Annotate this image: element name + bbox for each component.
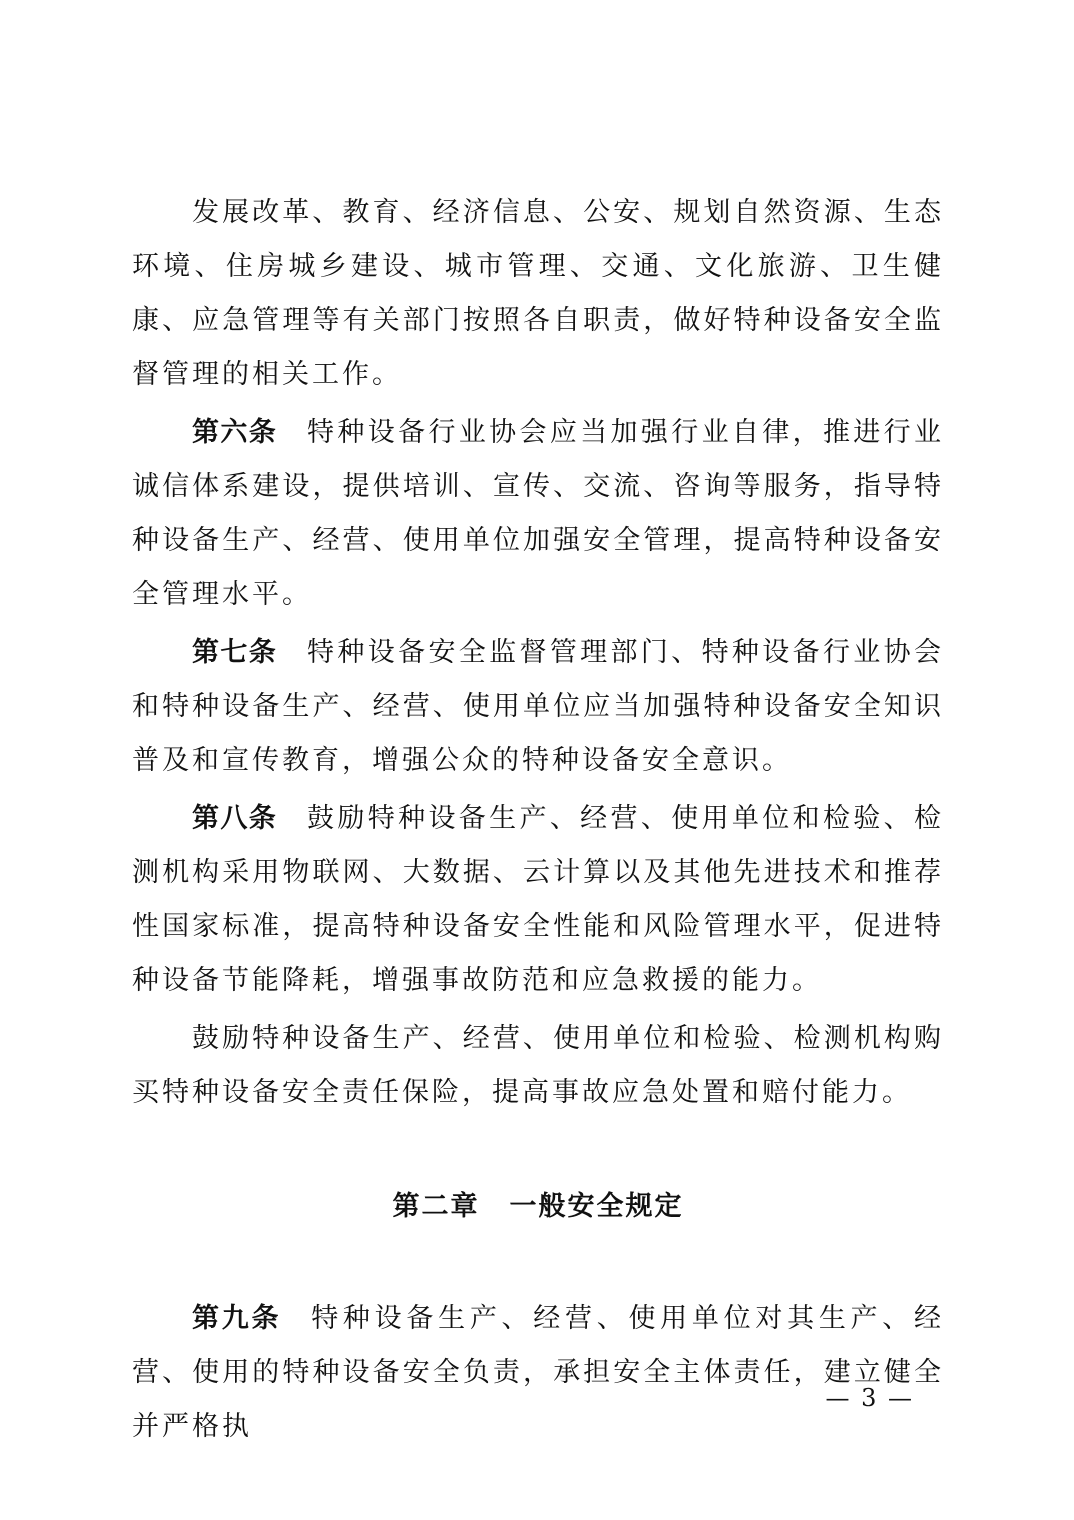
article-8 [132,792,944,1008]
article-number: 第六条 [192,417,278,448]
article-text: 特种设备安全监督管理部门、特种设备行业协会和特种设备生产、经营、使用单位应当加强特种设备安全知识普及和宣传教育，增强公众的特种设备安全意识。 [132,637,945,776]
paragraph-text: 鼓励特种设备生产、经营、使用单位和检验、检测机构购买特种设备安全责任保险，提高事故应急处置和赔付能力。 [132,1023,944,1108]
chapter-title: 一般安全规定 [509,1191,684,1222]
article-text: 特种设备行业协会应当加强行业自律，推进行业诚信体系建设，提供培训、宣传、交流、咨询等服务，指导特种设备生产、经营、使用单位加强安全管理，提高特种设备安全管理水平。 [132,417,945,610]
document-body [132,186,944,1454]
article-number: 第七条 [192,637,278,668]
article-text: 特种设备生产、经营、使用单位对其生产、经营、使用的特种设备安全负责，承担安全主体责任，建立健全并严格执 [132,1303,945,1442]
paragraph-continuation [132,186,944,402]
chapter-heading [132,1180,944,1234]
article-number: 第九条 [192,1303,282,1334]
chapter-number: 第二章 [392,1191,480,1222]
page-number: — 3 — [825,1384,914,1412]
article-7 [132,626,944,788]
article-9 [132,1292,944,1454]
paragraph-text: 发展改革、教育、经济信息、公安、规划自然资源、生态环境、住房城乡建设、城市管理、交通、文化旅游、卫生健康、应急管理等有关部门按照各自职责，做好特种设备安全监督管理的相关工作。 [132,197,944,390]
article-number: 第八条 [192,803,278,834]
article-6 [132,406,944,622]
article-text: 鼓励特种设备生产、经营、使用单位和检验、检测机构采用物联网、大数据、云计算以及其他先进技术和推荐性国家标准，提高特种设备安全性能和风险管理水平，促进特种设备节能降耗，增强事故防范和应急救援的能力。 [132,803,945,996]
article-8-paragraph-2 [132,1012,944,1120]
